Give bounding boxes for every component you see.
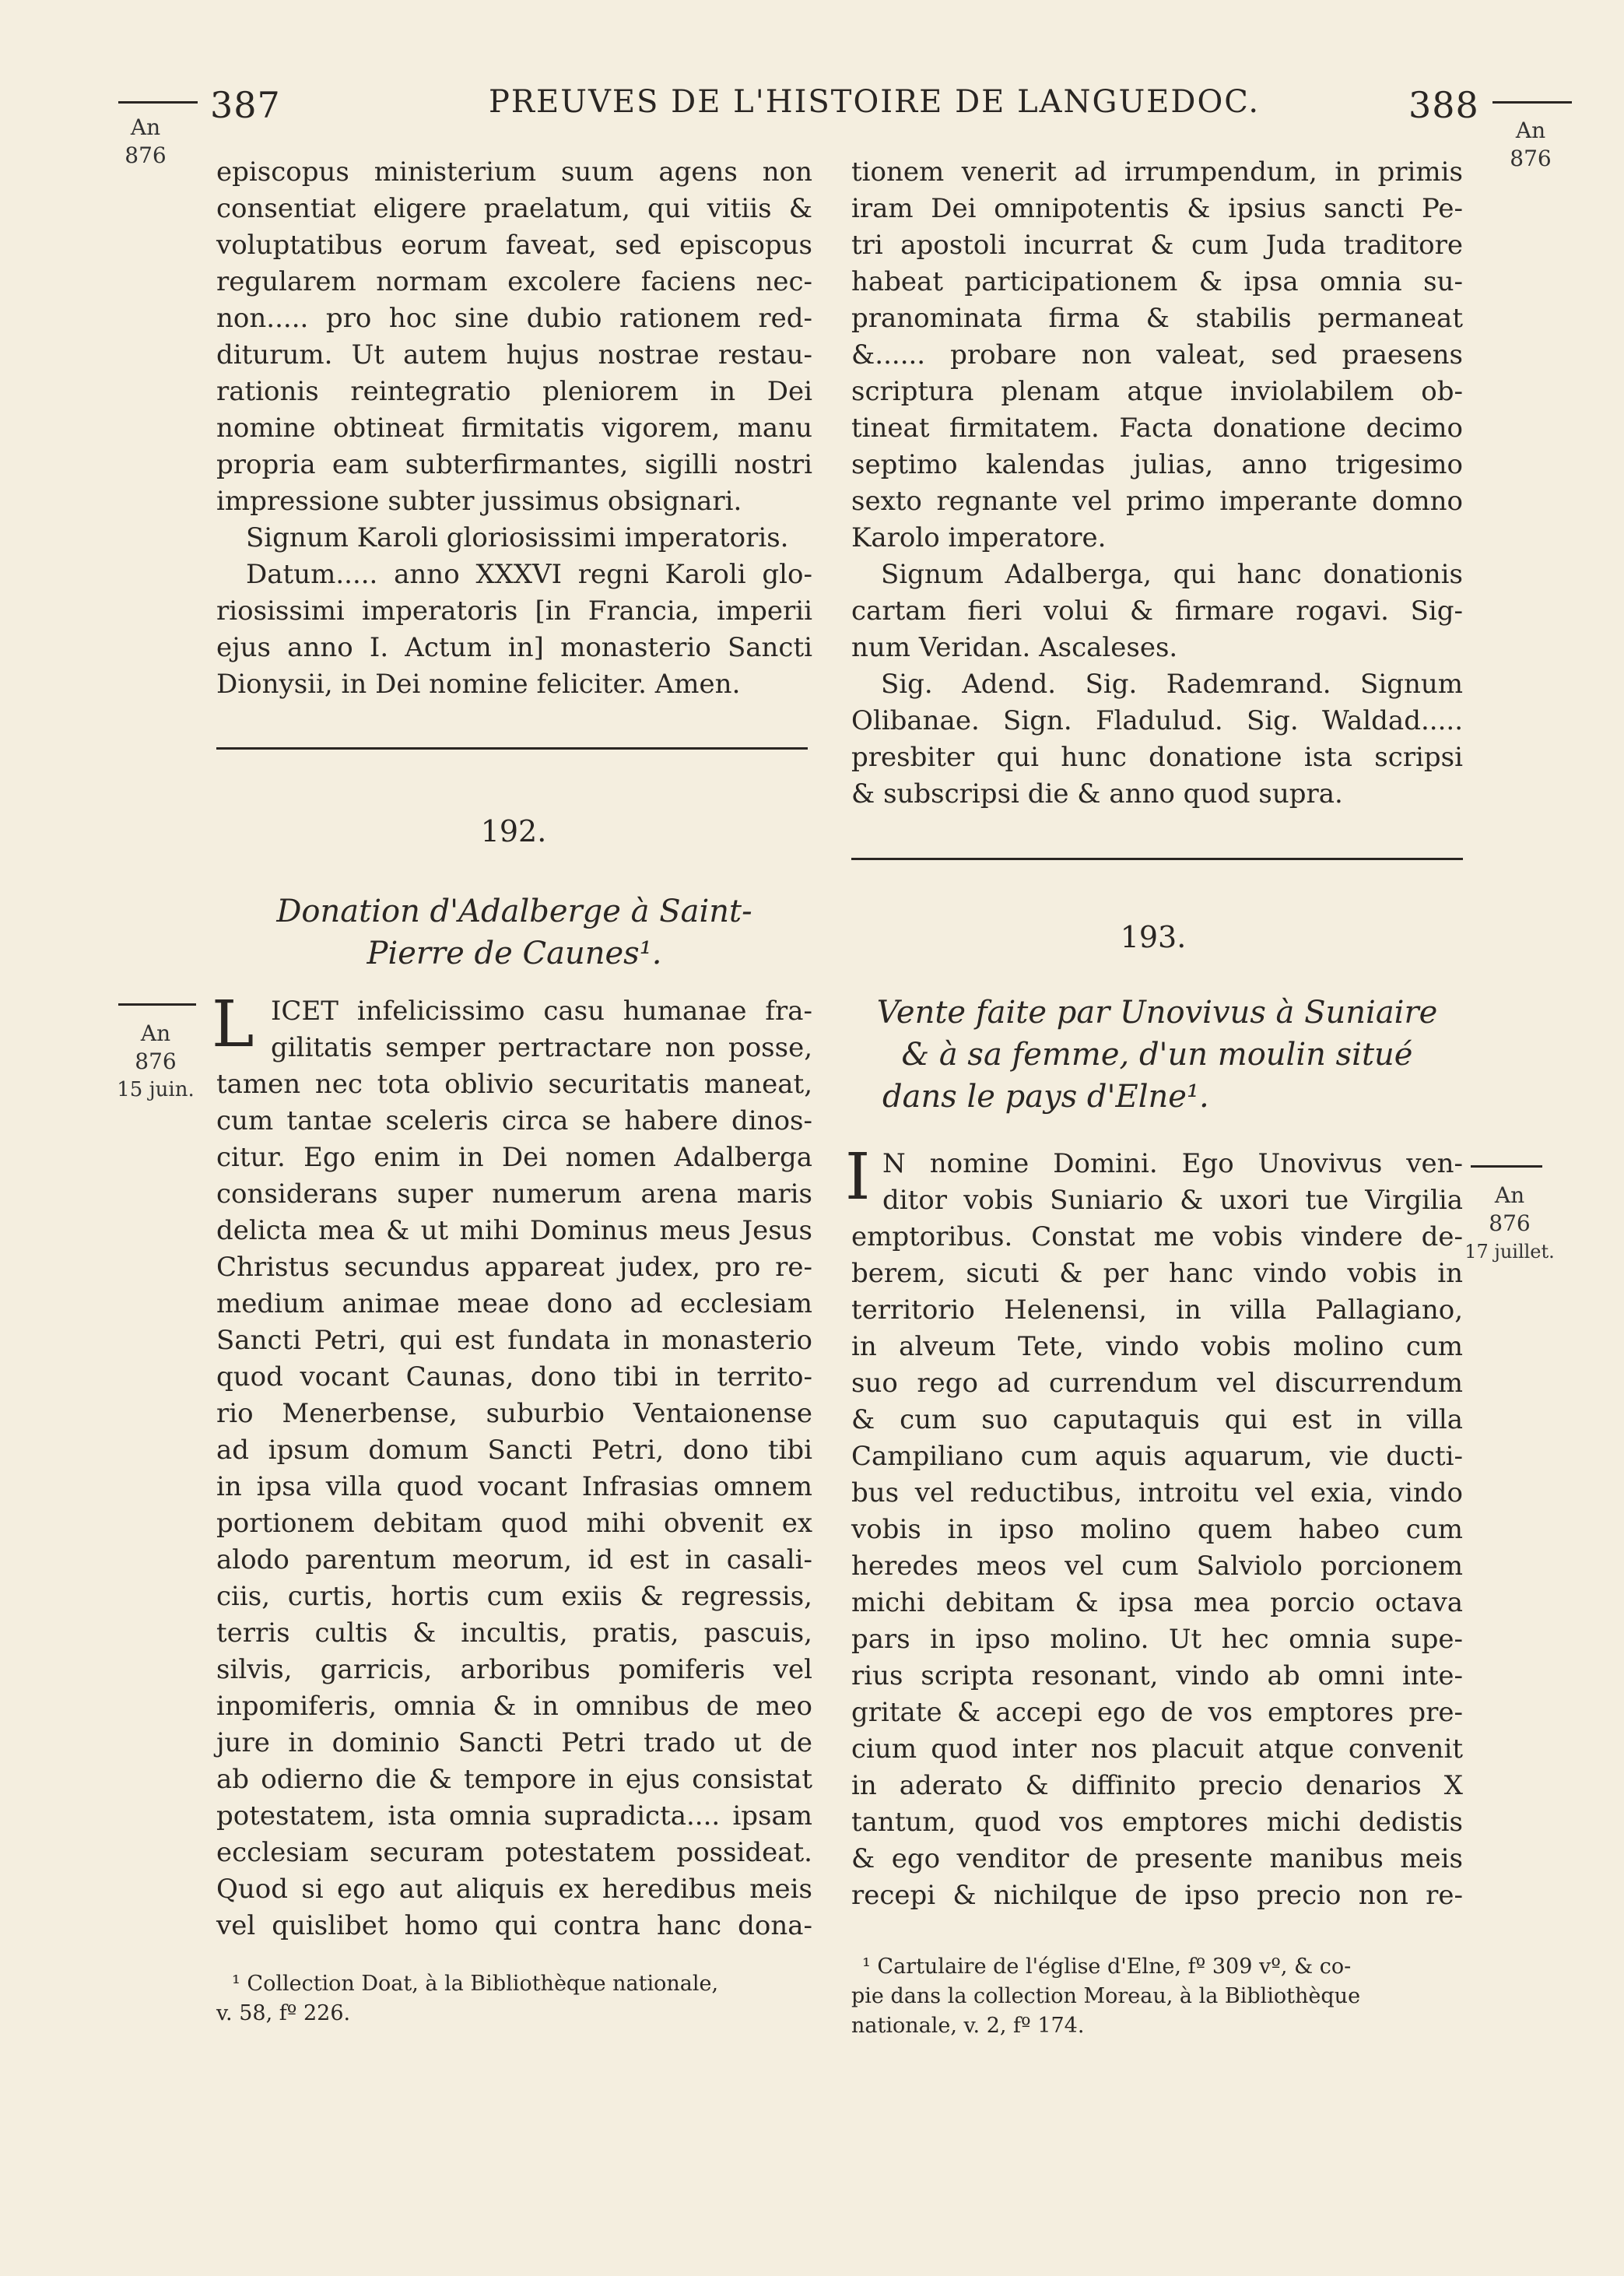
- text-line: habeat participationem & ipsa omnia su-: [851, 266, 1463, 297]
- text-line: Olibanae. Sign. Fladulud. Sig. Waldad.....: [851, 705, 1463, 736]
- page-number-right: 388: [1408, 84, 1479, 126]
- title-line: Pierre de Caunes¹.: [367, 936, 662, 971]
- text-line: voluptatibus eorum faveat, sed episcopus: [216, 230, 812, 261]
- footnote-line: ¹ Collection Doat, à la Bibliothèque nationale,: [232, 1972, 719, 1996]
- left-column-continuation: [216, 154, 812, 703]
- text-line: rationis reintegratio pleniorem in Dei: [216, 376, 812, 407]
- margin-label: An: [130, 114, 161, 140]
- margin-date-192: [109, 1020, 202, 1104]
- text-line: bus vel reductibus, introitu vel exia, vindo: [851, 1477, 1463, 1509]
- text-line: rius scripta resonant, vindo ab omni inte-: [851, 1660, 1463, 1691]
- text-line: in aderato & diffinito precio denarios X: [851, 1770, 1463, 1801]
- text-line: tri apostoli incurrat & cum Juda traditore: [851, 230, 1463, 261]
- footnote-193: [851, 1952, 1463, 2041]
- text-line: Christus secundus appareat judex, pro re-: [216, 1252, 812, 1283]
- text-line: citur. Ego enim in Dei nomen Adalberga: [216, 1142, 812, 1173]
- text-line: cium quod inter nos placuit atque convenit: [851, 1733, 1463, 1765]
- margin-date: 17 juillet.: [1464, 1241, 1555, 1263]
- text-line: episcopus ministerium suum agens non: [216, 156, 812, 188]
- text-line: ejus anno I. Actum in] monasterio Sancti: [216, 632, 812, 663]
- text-line: considerans super numerum arena maris: [216, 1178, 812, 1210]
- text-line: emptoribus. Constat me vobis vindere de-: [851, 1221, 1463, 1252]
- footnote-line: pie dans la collection Moreau, à la Bibliothèque: [851, 1984, 1361, 2008]
- document-192-body: [216, 993, 812, 1944]
- section-separator-right: [851, 858, 1463, 860]
- title-line: & à sa femme, d'un moulin situé: [901, 1037, 1413, 1073]
- footnote-line: ¹ Cartulaire de l'église d'Elne, fº 309 vº, & co-: [862, 1955, 1352, 1979]
- text-line: vel quislibet homo qui contra hanc dona-: [216, 1910, 812, 1941]
- text-line: scriptura plenam atque inviolabilem ob-: [851, 376, 1463, 407]
- margin-date-193: [1463, 1182, 1556, 1266]
- text-line: impressione subter jussimus obsignari.: [216, 486, 742, 517]
- signum-line: Signum Karoli gloriosissimi imperatoris.: [246, 522, 789, 553]
- text-line: sexto regnante vel primo imperante domno: [851, 486, 1463, 517]
- footnote-line: nationale, v. 2, fº 174.: [851, 2014, 1085, 2038]
- text-line: vobis in ipso molino quem habeo cum: [851, 1514, 1463, 1545]
- footnote-line: v. 58, fº 226.: [216, 2001, 351, 2025]
- document-number-193: 193.: [1120, 920, 1187, 954]
- text-line: septimo kalendas julias, anno trigesimo: [851, 449, 1463, 480]
- text-line: tineat firmitatem. Facta donatione decimo: [851, 413, 1463, 444]
- text-line: Signum Adalberga, qui hanc donationis: [881, 559, 1463, 590]
- document-193-body: [851, 1146, 1463, 1914]
- text-line: Sancti Petri, qui est fundata in monasterio: [216, 1325, 812, 1356]
- text-line: diturum. Ut autem hujus nostrae restau-: [216, 339, 812, 371]
- text-line: ab odierno die & tempore in ejus consistat: [216, 1764, 812, 1795]
- text-line: ad ipsum domum Sancti Petri, dono tibi: [216, 1435, 812, 1466]
- header-rule-left: [118, 101, 198, 104]
- text-line: N nomine Domini. Ego Unovivus ven-: [882, 1148, 1463, 1179]
- text-line: michi debitam & ipsa mea porcio octava: [851, 1587, 1463, 1618]
- text-line: Quod si ego aut aliquis ex heredibus meis: [216, 1874, 812, 1905]
- text-line: ciis, curtis, hortis cum exiis & regressis,: [216, 1581, 812, 1612]
- text-line: non..... pro hoc sine dubio rationem red-: [216, 303, 812, 334]
- text-line: alodo parentum meorum, id est in casali-: [216, 1544, 812, 1575]
- text-line: ditor vobis Suniario & uxori tue Virgilia: [882, 1185, 1463, 1216]
- title-line: dans le pays d'Elne¹.: [882, 1079, 1209, 1115]
- document-title-193: [851, 992, 1463, 1118]
- margin-year: 876: [135, 1048, 177, 1074]
- text-line: presbiter qui hunc donatione ista scripsi: [851, 742, 1463, 773]
- text-line: medium animae meae dono ad ecclesiam: [216, 1288, 812, 1319]
- header-rule-right: [1492, 101, 1572, 104]
- text-line: territorio Helenensi, in villa Pallagiano,: [851, 1294, 1463, 1326]
- text-line: suo rego ad currendum vel discurrendum: [851, 1368, 1463, 1399]
- text-line: Campiliano cum aquis aquarum, vie ducti-: [851, 1441, 1463, 1472]
- text-line: & cum suo caputaquis qui est in villa: [851, 1404, 1463, 1435]
- text-line: &...... probare non valeat, sed praesens: [851, 339, 1463, 371]
- text-line: propria eam subterfirmantes, sigilli nostri: [216, 449, 812, 480]
- text-line: silvis, garricis, arboribus pomiferis vel: [216, 1654, 812, 1685]
- margin-year-top-left: [125, 114, 167, 170]
- text-line: Datum..... anno XXXVI regni Karoli glo-: [246, 559, 812, 590]
- text-line: recepi & nichilque de ipso precio non re-: [851, 1880, 1463, 1911]
- text-line: ecclesiam securam potestatem possideat.: [216, 1837, 812, 1868]
- text-line: potestatem, ista omnia supradicta.... ipsam: [216, 1800, 812, 1832]
- text-line: jure in dominio Sancti Petri trado ut de: [216, 1727, 812, 1758]
- text-line: riosissimi imperatoris [in Francia, imperii: [216, 595, 812, 627]
- text-line: portionem debitam quod mihi obvenit ex: [216, 1508, 812, 1539]
- text-line: gilitatis semper pertractare non posse,: [271, 1032, 812, 1063]
- text-line: tamen nec tota oblivio securitatis maneat,: [216, 1069, 812, 1100]
- text-line: rio Menerbense, suburbio Ventaionense: [216, 1398, 812, 1429]
- text-line: inpomiferis, omnia & in omnibus de meo: [216, 1691, 812, 1722]
- text-line: & ego venditor de presente manibus meis: [851, 1843, 1463, 1874]
- text-line: cum tantae sceleris circa se habere dinos-: [216, 1105, 812, 1136]
- footnote-192: [216, 1969, 812, 2028]
- text-line: Karolo imperatore.: [851, 522, 1107, 553]
- text-line: quod vocant Caunas, dono tibi in territo-: [216, 1361, 812, 1393]
- text-line: Sig. Adend. Sig. Rademrand. Signum: [881, 669, 1463, 700]
- dropcap-192: L: [212, 988, 254, 1062]
- text-line: pars in ipso molino. Ut hec omnia supe-: [851, 1624, 1463, 1655]
- right-column-continuation: [851, 154, 1463, 813]
- running-title: PREUVES DE L'HISTOIRE DE LANGUEDOC.: [489, 84, 1261, 120]
- margin-year: 876: [125, 142, 167, 168]
- text-line: pranominata firma & stabilis permaneat: [851, 303, 1463, 334]
- margin-year: 876: [1510, 146, 1552, 171]
- margin-rule-192: [118, 1003, 196, 1006]
- margin-label: An: [140, 1020, 171, 1046]
- text-line: consentiat eligere praelatum, qui vitiis &: [216, 193, 812, 224]
- margin-rule-193: [1471, 1165, 1542, 1168]
- title-line: Donation d'Adalberge à Saint-: [276, 894, 752, 929]
- text-line: ICET infelicissimo casu humanae fra-: [271, 996, 812, 1027]
- text-line: Dionysii, in Dei nomine feliciter. Amen.: [216, 669, 741, 700]
- text-line: regularem normam excolere faciens nec-: [216, 266, 812, 297]
- document-number-192: 192.: [480, 814, 547, 848]
- margin-year-top-right: [1510, 117, 1552, 173]
- document-title-192: [216, 890, 812, 975]
- text-line: in alveum Tete, vindo vobis molino cum: [851, 1331, 1463, 1362]
- text-line: gritate & accepi ego de vos emptores pre-: [851, 1697, 1463, 1728]
- margin-date: 15 juin.: [117, 1078, 195, 1101]
- text-line: nomine obtineat firmitatis vigorem, manu: [216, 413, 812, 444]
- text-line: num Veridan. Ascaleses.: [851, 632, 1178, 663]
- text-line: heredes meos vel cum Salviolo porcionem: [851, 1551, 1463, 1582]
- margin-label: An: [1515, 118, 1546, 143]
- text-line: terris cultis & incultis, pratis, pascuis,: [216, 1617, 812, 1649]
- text-line: in ipsa villa quod vocant Infrasias omnem: [216, 1471, 812, 1502]
- text-line: cartam fieri volui & firmare rogavi. Sig-: [851, 595, 1463, 627]
- text-line: tantum, quod vos emptores michi dedistis: [851, 1807, 1463, 1838]
- margin-year: 876: [1489, 1210, 1531, 1236]
- text-line: tionem venerit ad irrumpendum, in primis: [851, 156, 1463, 188]
- page-number-left: 387: [210, 84, 281, 126]
- text-line: & subscripsi die & anno quod supra.: [851, 778, 1343, 810]
- margin-label: An: [1494, 1182, 1525, 1208]
- section-separator-left: [216, 747, 808, 750]
- dropcap-193: I: [845, 1140, 871, 1214]
- text-line: delicta mea & ut mihi Dominus meus Jesus: [216, 1215, 812, 1246]
- text-line: iram Dei omnipotentis & ipsius sancti Pe-: [851, 193, 1463, 224]
- text-line: berem, sicuti & per hanc vindo vobis in: [851, 1258, 1463, 1289]
- title-line: Vente faite par Unovivus à Suniaire: [876, 995, 1438, 1031]
